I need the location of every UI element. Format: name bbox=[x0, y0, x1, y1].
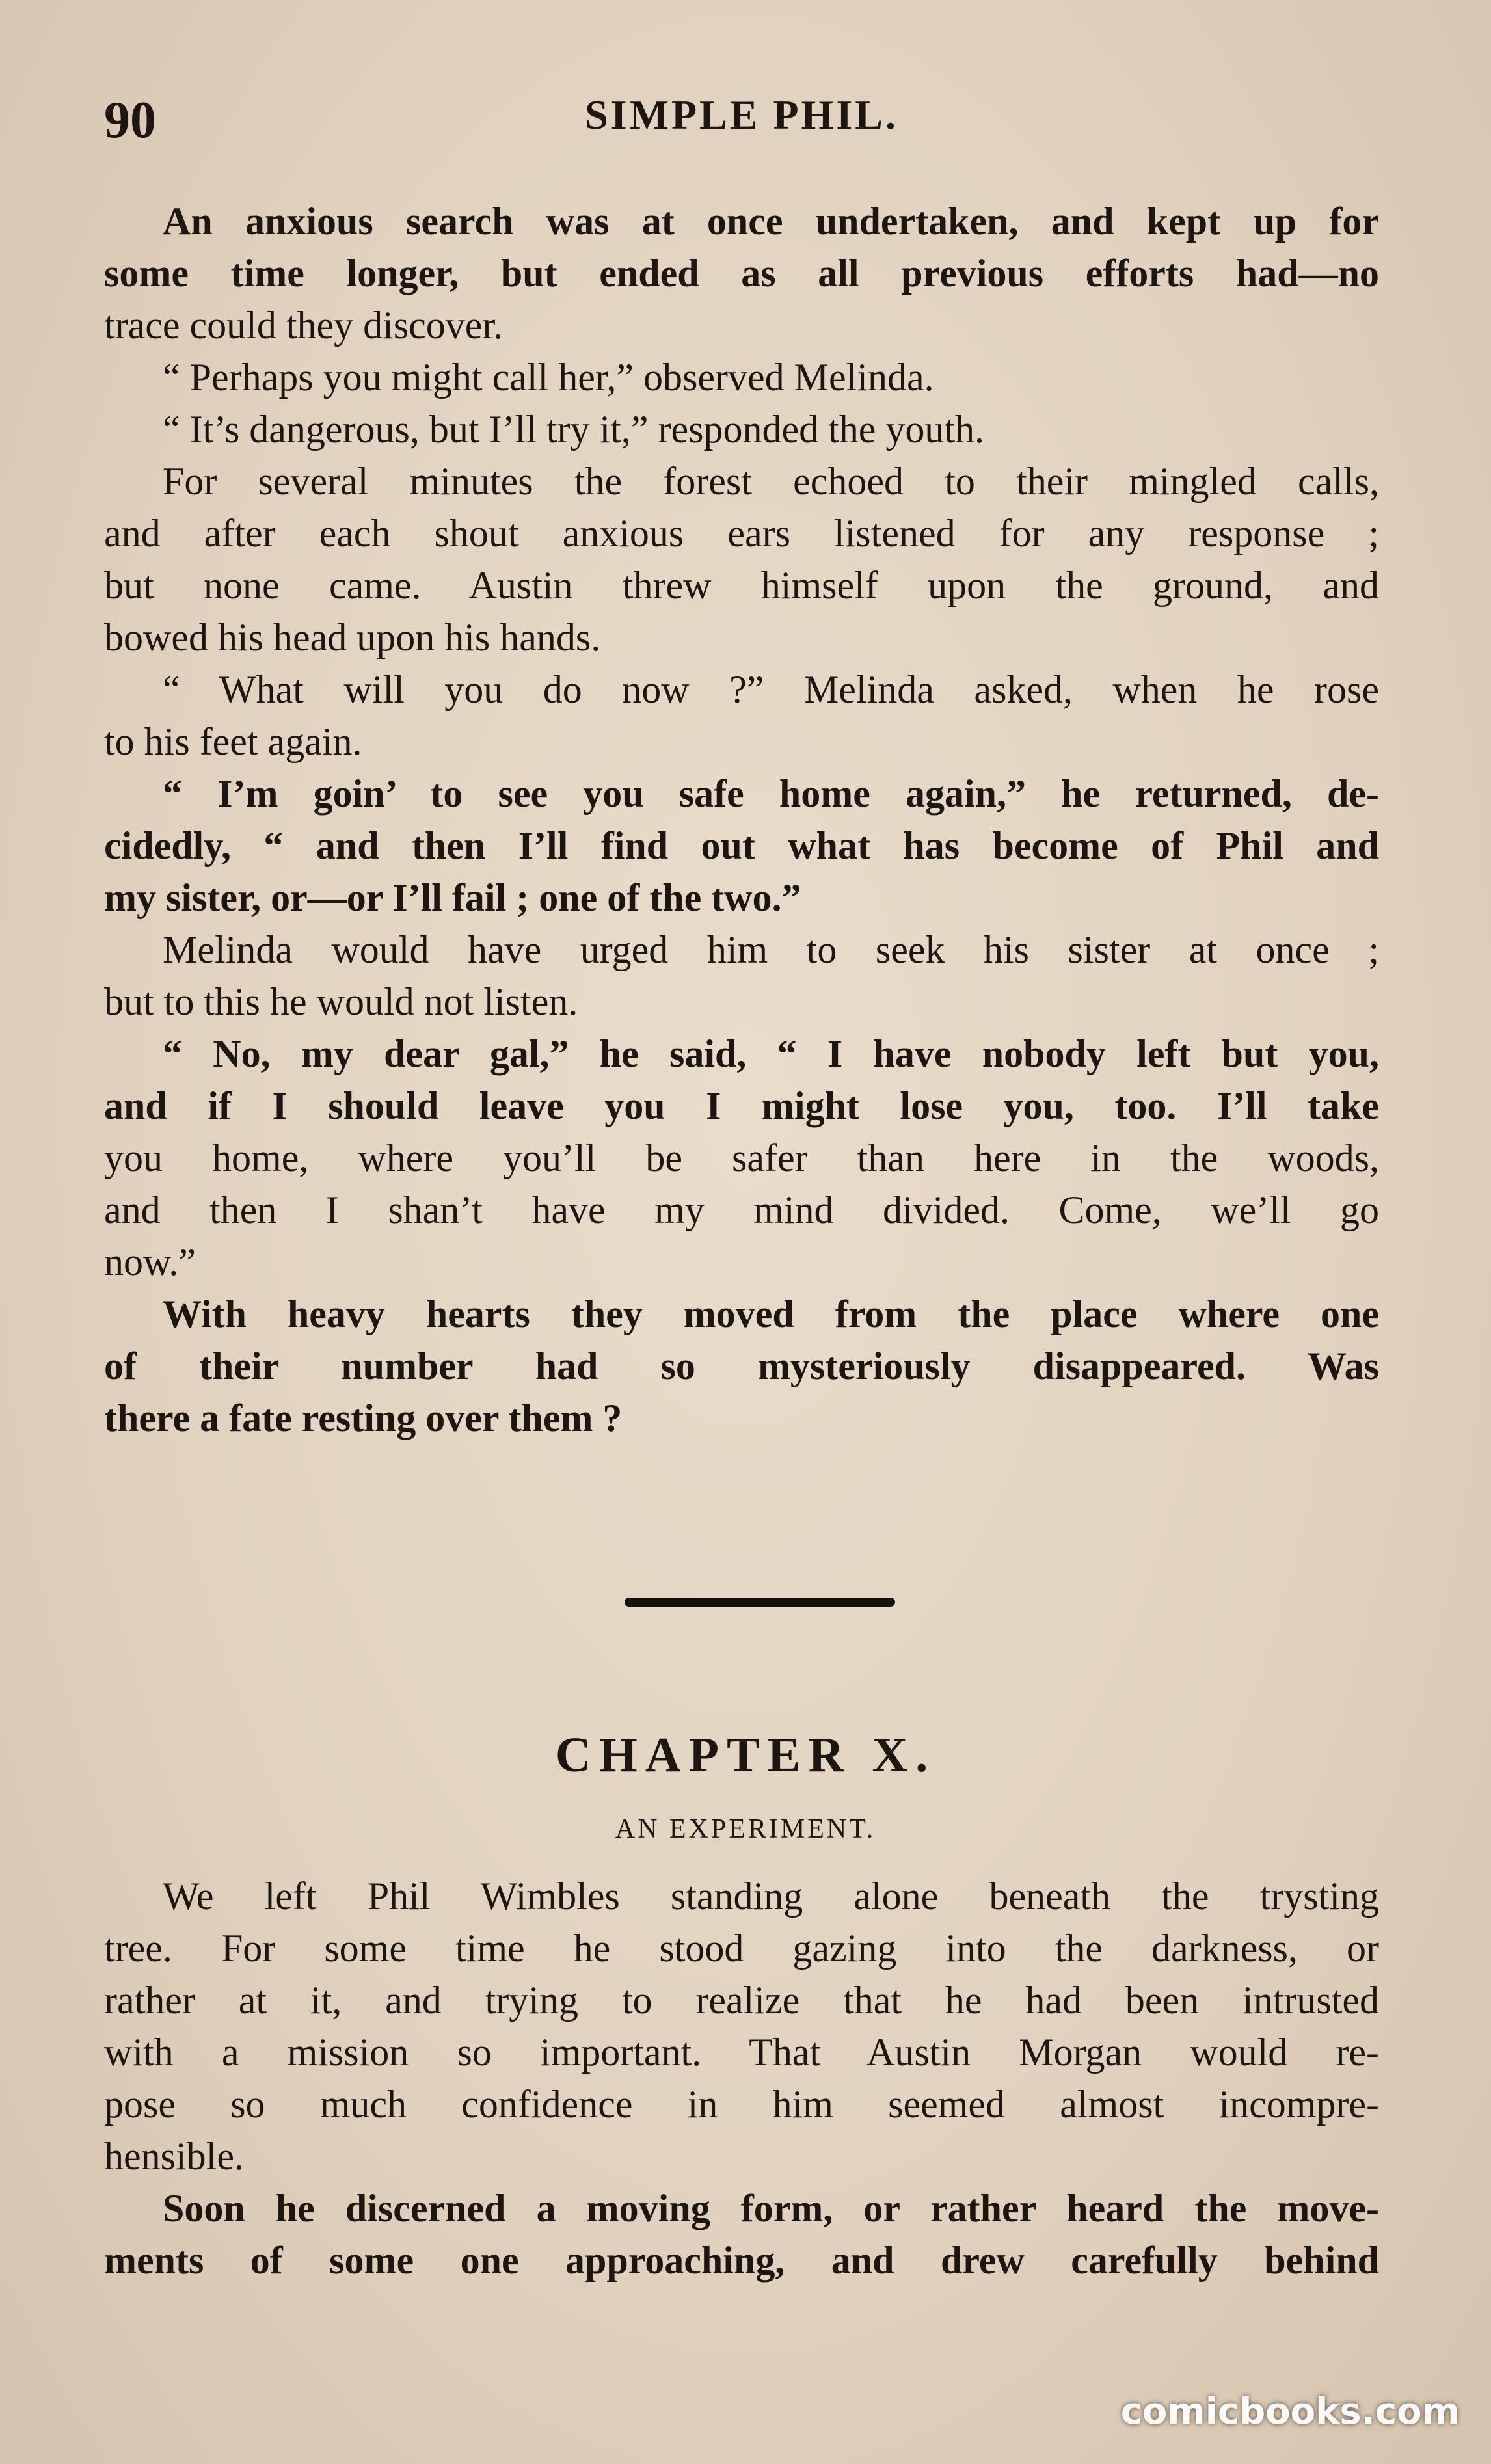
text-line: my sister, or—or I’ll fail ; one of the two.” bbox=[104, 876, 801, 919]
text-line: and if I should leave you I might lose you, too. I’ll take bbox=[104, 1084, 1379, 1127]
section-divider bbox=[625, 1598, 895, 1607]
text-line: bowed his head upon his hands. bbox=[104, 616, 601, 659]
text-line: with a mission so important. That Austin Morgan would re- bbox=[104, 2031, 1379, 2074]
text-line: An anxious search was at once undertaken, and kept up for bbox=[163, 200, 1379, 243]
text-line: trace could they discover. bbox=[104, 304, 504, 347]
text-line: ments of some one approaching, and drew carefully behind bbox=[104, 2239, 1379, 2282]
text-line: “ Perhaps you might call her,” observed Melinda. bbox=[163, 356, 934, 399]
chapter-x-text bbox=[104, 1870, 1379, 2286]
text-line: rather at it, and trying to realize that he had been intrusted bbox=[104, 1979, 1379, 2022]
text-line: but none came. Austin threw himself upon the ground, and bbox=[104, 564, 1379, 607]
text-line: to his feet again. bbox=[104, 720, 362, 763]
text-line: you home, where you’ll be safer than here in the woods, bbox=[104, 1136, 1379, 1179]
page-number: 90 bbox=[104, 92, 156, 149]
text-line: now.” bbox=[104, 1240, 196, 1283]
chapter-ix-ending-text bbox=[104, 195, 1379, 1444]
text-line: “ It’s dangerous, but I’ll try it,” responded the youth. bbox=[163, 408, 985, 451]
text-line: We left Phil Wimbles standing alone beneath the trysting bbox=[163, 1875, 1379, 1918]
text-line: “ I’m goin’ to see you safe home again,” he returned, de- bbox=[163, 772, 1379, 815]
text-line: For several minutes the forest echoed to their mingled calls, bbox=[163, 460, 1379, 503]
text-line: With heavy hearts they moved from the place where one bbox=[163, 1292, 1379, 1335]
text-line: of their number had so mysteriously disappeared. Was bbox=[104, 1345, 1379, 1387]
text-line: “ What will you do now ?” Melinda asked, when he rose bbox=[163, 668, 1379, 711]
text-line: tree. For some time he stood gazing into the darkness, or bbox=[104, 1927, 1379, 1970]
text-line: and then I shan’t have my mind divided. Come, we’ll go bbox=[104, 1188, 1379, 1231]
text-line: there a fate resting over them ? bbox=[104, 1397, 623, 1440]
chapter-subtitle: AN EXPERIMENT. bbox=[615, 1814, 876, 1844]
text-line: “ No, my dear gal,” he said, “ I have nobody left but you, bbox=[163, 1032, 1379, 1075]
running-title: SIMPLE PHIL. bbox=[585, 92, 898, 138]
text-line: pose so much confidence in him seemed almost incompre- bbox=[104, 2083, 1379, 2126]
text-line: some time longer, but ended as all previous efforts had—no bbox=[104, 252, 1379, 295]
text-line: and after each shout anxious ears listened for any response ; bbox=[104, 512, 1379, 555]
text-line: Melinda would have urged him to seek his sister at once ; bbox=[163, 928, 1379, 971]
text-line: but to this he would not listen. bbox=[104, 980, 578, 1023]
running-head bbox=[104, 91, 1379, 150]
text-line: cidedly, “ and then I’ll find out what has become of Phil and bbox=[104, 824, 1379, 867]
text-line: Soon he discerned a moving form, or rather heard the move- bbox=[163, 2187, 1379, 2230]
text-line: hensible. bbox=[104, 2135, 244, 2178]
watermark: comicbooks.com bbox=[1120, 2390, 1460, 2433]
chapter-title: CHAPTER X. bbox=[555, 1728, 936, 1782]
